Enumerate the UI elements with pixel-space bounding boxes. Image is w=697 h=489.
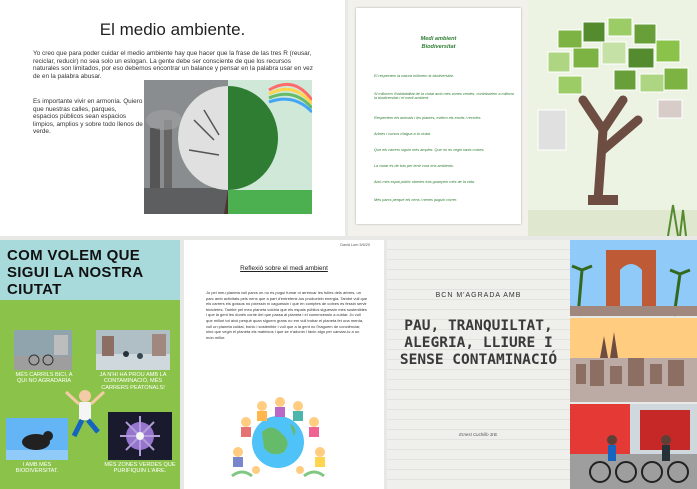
photo-crow bbox=[6, 418, 68, 460]
board-line: El respectem la natura millorem la biodiversitat. bbox=[374, 74, 454, 78]
photo-pedestrian-street bbox=[96, 330, 170, 370]
jumping-person-image bbox=[62, 388, 108, 440]
board-title-line1: Medi ambient bbox=[420, 36, 457, 42]
panel1-paragraph1: Yo creo que para poder cuidar el medio ambiente hay que hacer que la frase de las tres R (reusar, reciclar, reducir) no sea solo un eslogan. La gente debe ser consciente de que los recursos naturales son limitados, por eso debemos encontrar un balance y pensar en la palabra usar en vez de en la palabra abusar. bbox=[33, 50, 313, 80]
panel-medio-ambiente bbox=[0, 0, 345, 236]
panel-barcelona-photos bbox=[570, 240, 697, 489]
board-line: Més parcs perquè els nens i nenes puguin córrer. bbox=[374, 198, 458, 202]
panel-bcn-magrada bbox=[387, 240, 570, 489]
board-line: Que els carrers siguin més amples. Que no es vegin tants cotxes. bbox=[374, 148, 485, 152]
panel4-body: Jo pel meu planeta vull parcs on no es pugui fumar ni arrencar les fulles dels arbres, un parc amb activitats pels nens que a part d'entretenir-los produeixin energia. També vull que els carrers els gossos no pixessin ni caguessin i que en comptes de cotxes es fessin servir bicicletes. També pel meu planeta voldria que els espais públics siguessin més sostenibles i que la gent les donés conte del que passa al planeta i el comencessin a cuidar. Jo vull que millori tot això perquè quan siguem grans no em vull trobar el planeta fet una merda, vull un planeta cuidat, bonic i sostenible i vull que a la gent no l'haguem de conciènciar, sinó que vegin el planeta els mateixos i que se n'adonin i facin algo per canviar-lo a un món millor. bbox=[206, 290, 368, 340]
kids-around-earth-illustration bbox=[222, 392, 334, 480]
board-title-line2: Biodiversitat bbox=[421, 44, 456, 50]
caption-bike: MÉS CARRILS BICI, A QUI NO AGRADARIA bbox=[15, 372, 73, 385]
photo-tree-collage bbox=[528, 0, 697, 236]
panel3-heading: COM VOLEM QUE SIGUI LA NOSTRA CIUTAT bbox=[7, 247, 143, 298]
board-line: Aixó més espai públic obertes tots guanyem més de la vida. bbox=[374, 180, 475, 184]
panel5-signature: Ernest Cuchillo 3rB. bbox=[459, 432, 498, 437]
panel1-title: El medio ambiente. bbox=[99, 20, 246, 39]
panel4-title: Reflexió sobre el medi ambient bbox=[240, 265, 328, 272]
panel5-slogan: PAU, TRANQUILTAT, ALEGRIA, LLIURE I SENSE CONTAMINACIÓ bbox=[399, 318, 558, 368]
caption-pedestrian: JA N'HI HA PROU AMB LA CONTAMINACIÓ, MÉS CARRERS PEATONALS! bbox=[99, 372, 167, 391]
panel5-subtitle: BCN M'AGRADA AMB bbox=[435, 292, 522, 299]
text-board bbox=[356, 8, 521, 224]
collage-tree-poster bbox=[528, 0, 697, 236]
board-line: La ciutat és de tots per tenir cura ens ambients. bbox=[374, 164, 454, 168]
photo-bike-lane bbox=[14, 330, 72, 370]
panel1-paragraph2: Es importante vivir en armonía. Quiero que nuestras calles, parques, espacios públicos sean espacios limpios, amplios y sobre todo llenos de verde. bbox=[33, 98, 143, 136]
board-line: Si millorem l'habitabilitat de la ciutat amb més zones verdes, contribuirem a millorar la biodiversitat i el medi ambient. bbox=[374, 92, 514, 100]
author-date: David Lum 5/6/20 bbox=[340, 243, 370, 247]
caption-biodiversity: I AMB MÉS BIODIVERSITAT. bbox=[15, 462, 59, 475]
board-line: Arbres i cursos d'aigua a la ciutat. bbox=[374, 132, 431, 136]
barcelona-photo-collage bbox=[570, 240, 697, 489]
photo-purple-flower bbox=[108, 412, 172, 460]
panel-com-volem-ciutat bbox=[0, 240, 180, 489]
half-tree-half-dead-image bbox=[144, 80, 312, 214]
board-line: Respectem els animals i les plantes, evitem els envits i recicles. bbox=[374, 116, 482, 120]
panel-reflexio bbox=[184, 240, 384, 489]
caption-green-zones: MÉS ZONES VERDES QUE PURIFIQUIN L'AIRE. bbox=[104, 462, 176, 475]
panel-medi-ambient-biodiversitat bbox=[348, 0, 697, 236]
